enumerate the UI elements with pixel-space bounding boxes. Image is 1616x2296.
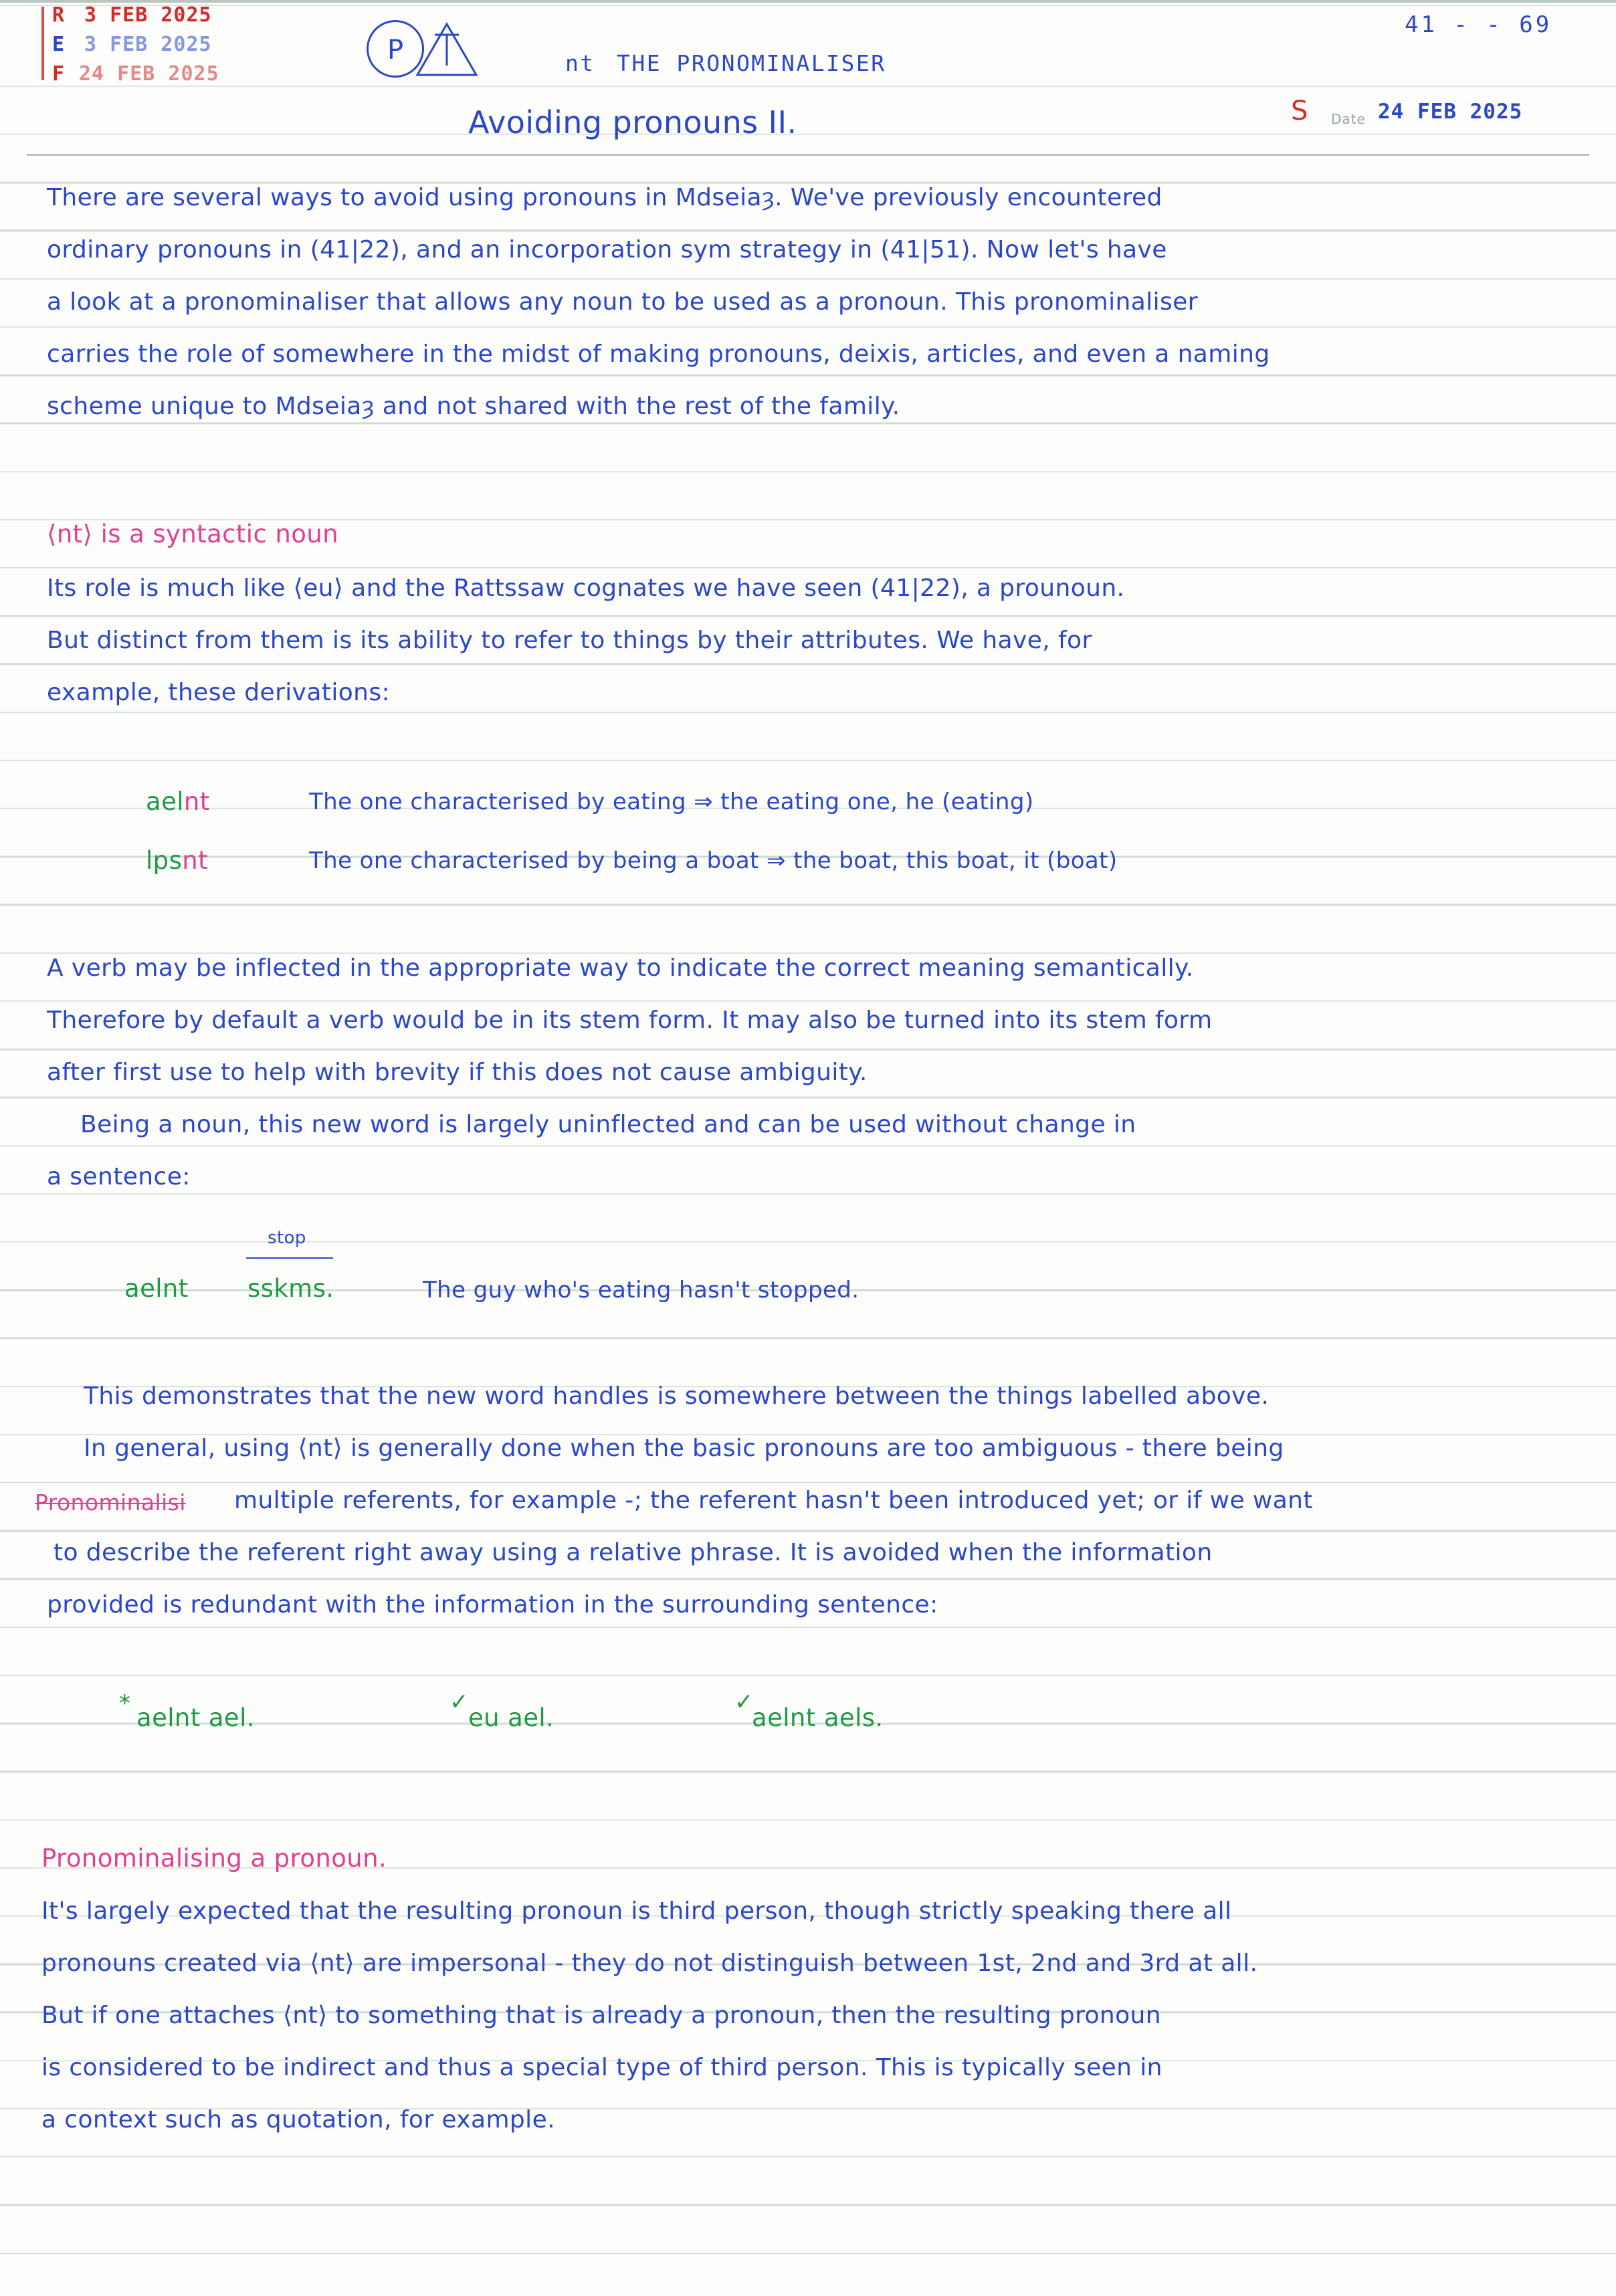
section1-line-3: example, these derivations: — [47, 679, 391, 706]
grammatical-example-2: aelnt aels. — [752, 1703, 884, 1732]
intro-line-1: There are several ways to avoid using pronouns in Mdseiaȝ. We've previously encountered — [47, 184, 1163, 211]
date-value: 24 FEB 2025 — [1378, 100, 1523, 124]
section2-line-4: Being a noun, this new word is largely uninflected and can be used without change in — [80, 1111, 1136, 1138]
stamp-date-r: 3 FEB 2025 — [84, 3, 212, 27]
section4-line-2: pronouns created via ⟨nt⟩ are impersonal - they do not distinguish between 1st, 2nd and 3rd at all. — [41, 1950, 1258, 1977]
section4-line-3: But if one attaches ⟨nt⟩ to something that is already a pronoun, then the resulting pronoun — [41, 2002, 1161, 2029]
section4-heading: Pronominalising a pronoun. — [41, 1844, 387, 1873]
example-3-form: aelnt — [124, 1274, 189, 1303]
intro-line-5: scheme unique to Mdseiaȝ and not shared with the rest of the family. — [47, 393, 900, 420]
section3-line-2: In general, using ⟨nt⟩ is generally done when the basic pronouns are too ambiguous - there being — [84, 1435, 1284, 1462]
section2-line-2: Therefore by default a verb would be in its stem form. It may also be turned into its stem form — [47, 1007, 1213, 1034]
asterisk-mark-icon: * — [119, 1690, 131, 1717]
example-1-gloss: The one characterised by eating ⇒ the eating one, he (eating) — [309, 789, 1034, 815]
margin-struck-word: Pronominalisi — [35, 1489, 186, 1516]
logo-letter: P — [387, 35, 404, 66]
section1-line-2: But distinct from them is its ability to refer to things by their attributes. We have, for — [47, 627, 1092, 654]
grammatical-example-1: eu ael. — [468, 1703, 554, 1732]
section4-line-1: It's largely expected that the resulting pronoun is third person, though strictly speaking there all — [41, 1897, 1232, 1925]
stamp-letter-e: E — [52, 33, 66, 56]
example-1-stem: ael — [146, 787, 184, 816]
stamp-date-e: 3 FEB 2025 — [84, 33, 212, 56]
example-annotation: stop — [268, 1228, 306, 1248]
header-rule — [27, 154, 1589, 156]
page-number: 41 - - 69 — [1405, 11, 1552, 38]
signature: S — [1291, 96, 1308, 126]
stamp-letter-r: R — [52, 3, 66, 27]
stamp-date-f: 24 FEB 2025 — [79, 62, 219, 86]
section2-line-3: after first use to help with brevity if this does not cause ambiguity. — [47, 1059, 868, 1086]
example-2-stem: lps — [146, 846, 183, 875]
section1-heading: ⟨nt⟩ is a syntactic noun — [47, 520, 338, 548]
date-label: Date — [1331, 111, 1366, 127]
stamp-letter-f: F — [52, 62, 66, 86]
example-2-form — [146, 848, 208, 873]
intro-line-2: ordinary pronouns in (41|22), and an incorporation sym strategy in (41|51). Now let's have — [47, 236, 1167, 264]
example-3-gloss: The guy who's eating hasn't stopped. — [423, 1277, 860, 1303]
intro-line-3: a look at a pronominaliser that allows any noun to be used as a pronoun. This pronominaliser — [47, 288, 1198, 316]
intro-line-4: carries the role of somewhere in the midst of making pronouns, deixis, articles, and even a naming — [47, 340, 1270, 368]
section4-line-5: a context such as quotation, for example. — [41, 2106, 555, 2133]
annotation-underline — [246, 1257, 333, 1259]
doc-code: nt — [565, 50, 595, 76]
page-title: Avoiding pronouns II. — [468, 104, 797, 140]
example-3-form2: sskms. — [247, 1274, 334, 1303]
section3-line-4: to describe the referent right away using a relative phrase. It is avoided when the information — [54, 1539, 1213, 1566]
section3-line-1: This demonstrates that the new word handles is somewhere between the things labelled above. — [84, 1382, 1270, 1410]
check-mark-icon-1: ✓ — [449, 1689, 469, 1715]
example-1-suffix: nt — [183, 787, 210, 816]
section1-line-1: Its role is much like ⟨eu⟩ and the Rattssaw cognates we have seen (41|22), a prounoun. — [47, 575, 1125, 602]
section4-line-4: is considered to be indirect and thus a special type of third person. This is typically seen in — [41, 2054, 1163, 2081]
section3-line-3: multiple referents, for example -; the referent hasn't been introduced yet; or if we want — [234, 1487, 1313, 1514]
doc-caps-title: THE PRONOMINALISER — [617, 50, 886, 76]
section2-line-1: A verb may be inflected in the appropriate way to indicate the correct meaning semantically. — [47, 954, 1194, 982]
section3-line-5: provided is redundant with the information in the surrounding sentence: — [47, 1591, 938, 1619]
check-mark-icon-2: ✓ — [734, 1689, 754, 1715]
section2-line-5: a sentence: — [47, 1163, 191, 1190]
example-1-form — [146, 789, 210, 814]
ungrammatical-example: aelnt ael. — [136, 1703, 255, 1732]
example-2-gloss: The one characterised by being a boat ⇒ the boat, this boat, it (boat) — [309, 847, 1118, 874]
logo-triangle-icon — [415, 20, 479, 78]
example-2-suffix: nt — [182, 846, 209, 875]
